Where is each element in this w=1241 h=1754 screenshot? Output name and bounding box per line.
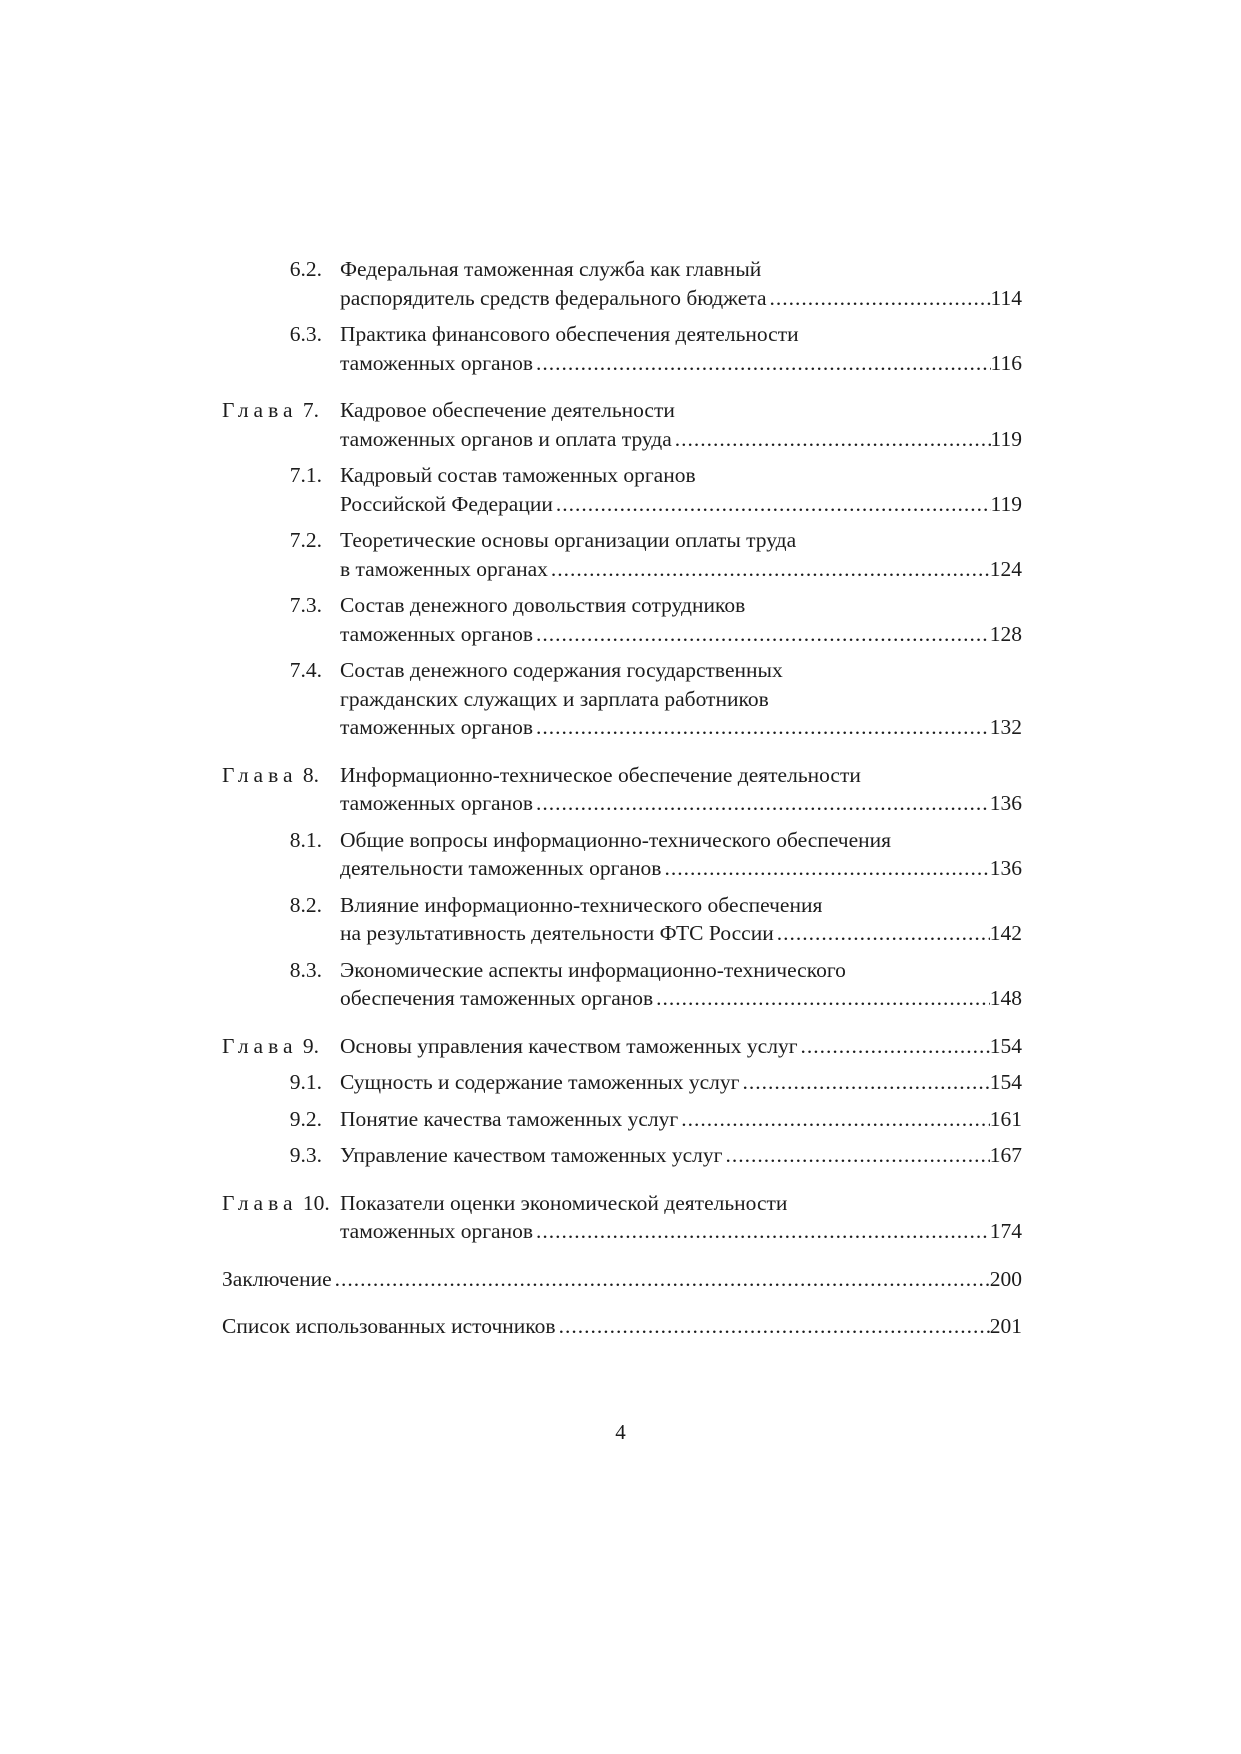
toc-entry-page: 154 (989, 1033, 1022, 1058)
toc-entry-title-line: таможенных органов (340, 715, 533, 739)
dot-leader (678, 1105, 990, 1134)
toc-chapter-9 (222, 1032, 1022, 1061)
toc-entry-title-line: Понятие качества таможенных услуг (340, 1106, 679, 1131)
toc-chapter-number (222, 1189, 340, 1218)
toc-entry-number: 8.1. (289, 827, 322, 852)
table-of-contents (222, 255, 1022, 1341)
dot-leader (548, 555, 990, 584)
toc-entry-number: 9.3. (289, 1143, 322, 1167)
dot-leader (739, 1068, 989, 1097)
toc-entry-title-line: обеспечения таможенных органов (340, 986, 654, 1010)
page-number: 4 (615, 1420, 626, 1444)
toc-entry-9-2 (222, 1105, 1022, 1134)
toc-entry-page: 124 (989, 556, 1022, 581)
toc-entry-page: 174 (989, 1219, 1022, 1243)
toc-entry-page: 119 (990, 491, 1022, 516)
toc-entry-title-line: Практика финансового обеспечения деятельности (340, 322, 799, 346)
toc-entry-title-line: в таможенных органах (340, 556, 548, 581)
dot-leader (533, 713, 990, 742)
toc-entry-title-line: Теоретические основы организации оплаты труда (340, 528, 797, 552)
toc-entry-page: 136 (989, 856, 1022, 880)
toc-entry-title-line: Состав денежного содержания государственных (340, 658, 783, 682)
toc-entry-title-line: Сущность и содержание таможенных услуг (340, 1070, 740, 1094)
toc-entry-page: 119 (990, 426, 1022, 451)
toc-chapter-8 (222, 761, 1022, 818)
dot-leader (533, 620, 990, 649)
toc-entry-title-line: таможенных органов и оплата труда (340, 426, 672, 451)
toc-entry-title-line: Кадровый состав таможенных органов (340, 463, 696, 487)
toc-entry-page: 132 (989, 715, 1022, 739)
toc-entry-page: 161 (989, 1106, 1022, 1131)
dot-leader (533, 789, 990, 818)
toc-entry-number: 7.4. (289, 658, 322, 682)
chapter-word: Глава (222, 762, 298, 787)
toc-entry-number: 8.2. (289, 892, 322, 917)
toc-entry-page: 136 (989, 791, 1022, 815)
dot-leader (767, 284, 991, 313)
toc-entry-title-line: Общие вопросы информационно-технического обеспечения (340, 827, 892, 852)
chapter-word: Глава (222, 398, 298, 422)
toc-entry-page: 167 (989, 1143, 1022, 1167)
toc-entry-title-line: таможенных органов (340, 621, 533, 646)
toc-entry-7-3 (222, 591, 1022, 648)
toc-entry-title-line: Управление качеством таможенных услуг (340, 1143, 723, 1167)
chapter-word: Глава (222, 1190, 298, 1215)
toc-entry-page: 200 (989, 1266, 1022, 1291)
toc-chapter-7 (222, 396, 1022, 453)
toc-entry-number: 7.1. (289, 463, 322, 487)
chapter-num: 8. (302, 762, 319, 787)
toc-entry-title-line: Влияние информационно-технического обеспечения (340, 892, 823, 917)
toc-entry-number: 6.3. (289, 322, 322, 346)
toc-entry-page: 114 (990, 285, 1022, 310)
toc-entry-title-line: Российской Федерации (340, 491, 553, 516)
dot-leader (653, 984, 990, 1013)
toc-entry-9-1 (222, 1068, 1022, 1097)
toc-entry-conclusion (222, 1265, 1022, 1294)
toc-entry-6-2 (222, 255, 1022, 312)
dot-leader (722, 1141, 989, 1170)
toc-entry-number: 7.3. (289, 593, 322, 617)
toc-entry-title-line: таможенных органов (340, 791, 533, 815)
toc-entry-7-1 (222, 461, 1022, 518)
toc-entry-page: 201 (989, 1314, 1022, 1338)
toc-entry-number: 6.2. (289, 257, 322, 281)
dot-leader (774, 919, 990, 948)
toc-entry-number: 9.2. (289, 1106, 322, 1131)
dot-leader (661, 854, 989, 883)
chapter-num: 9. (302, 1033, 319, 1058)
dot-leader (533, 349, 991, 378)
toc-chapter-number (222, 1032, 340, 1061)
toc-entry-page: 148 (989, 986, 1022, 1010)
toc-entry-title-line: распорядитель средств федерального бюджета (340, 285, 767, 310)
toc-chapter-10 (222, 1189, 1022, 1246)
chapter-word: Глава (222, 1033, 298, 1058)
toc-entry-page: 154 (989, 1070, 1022, 1094)
toc-entry-number: 9.1. (289, 1070, 322, 1094)
dot-leader (556, 1312, 990, 1341)
toc-entry-title-line: таможенных органов (340, 1219, 533, 1243)
chapter-num: 10. (302, 1190, 330, 1215)
toc-entry-number: 7.2. (289, 528, 322, 552)
toc-entry-title-line: Федеральная таможенная служба как главный (340, 257, 762, 281)
dot-leader (332, 1265, 990, 1294)
dot-leader (553, 490, 991, 519)
toc-entry-title-line: таможенных органов (340, 350, 533, 375)
toc-entry-7-4 (222, 656, 1022, 742)
toc-entry-title-line: Состав денежного довольствия сотрудников (340, 593, 746, 617)
toc-entry-title-line: Экономические аспекты информационно-технического (340, 957, 846, 982)
dot-leader (533, 1217, 990, 1246)
toc-entry-title-line: Список использованных источников (222, 1314, 556, 1338)
toc-entry-title-line: Показатели оценки экономической деятельности (340, 1190, 788, 1215)
chapter-num: 7. (302, 398, 319, 422)
dot-leader (798, 1032, 990, 1061)
toc-entry-title-line: деятельности таможенных органов (340, 856, 662, 880)
toc-chapter-number (222, 396, 340, 425)
toc-chapter-number (222, 761, 340, 790)
toc-entry-title-line: Кадровое обеспечение деятельности (340, 398, 675, 422)
toc-entry-title-line: Основы управления качеством таможенных услуг (340, 1033, 798, 1058)
dot-leader (672, 425, 991, 454)
toc-entry-references (222, 1312, 1022, 1341)
toc-entry-title-line: Информационно-техническое обеспечение деятельности (340, 762, 861, 787)
toc-entry-page: 142 (989, 921, 1022, 945)
toc-entry-page: 128 (989, 621, 1022, 646)
toc-entry-title-line: на результативность деятельности ФТС России (340, 921, 774, 945)
toc-entry-title-line: Заключение (222, 1266, 332, 1291)
toc-entry-8-2 (222, 891, 1022, 948)
toc-entry-6-3 (222, 320, 1022, 377)
toc-entry-8-3 (222, 956, 1022, 1013)
toc-entry-8-1 (222, 826, 1022, 883)
toc-entry-number: 8.3. (289, 957, 322, 982)
toc-entry-7-2 (222, 526, 1022, 583)
toc-entry-page: 116 (990, 350, 1022, 375)
toc-entry-title-line: гражданских служащих и зарплата работников (340, 686, 769, 711)
toc-entry-9-3 (222, 1141, 1022, 1170)
